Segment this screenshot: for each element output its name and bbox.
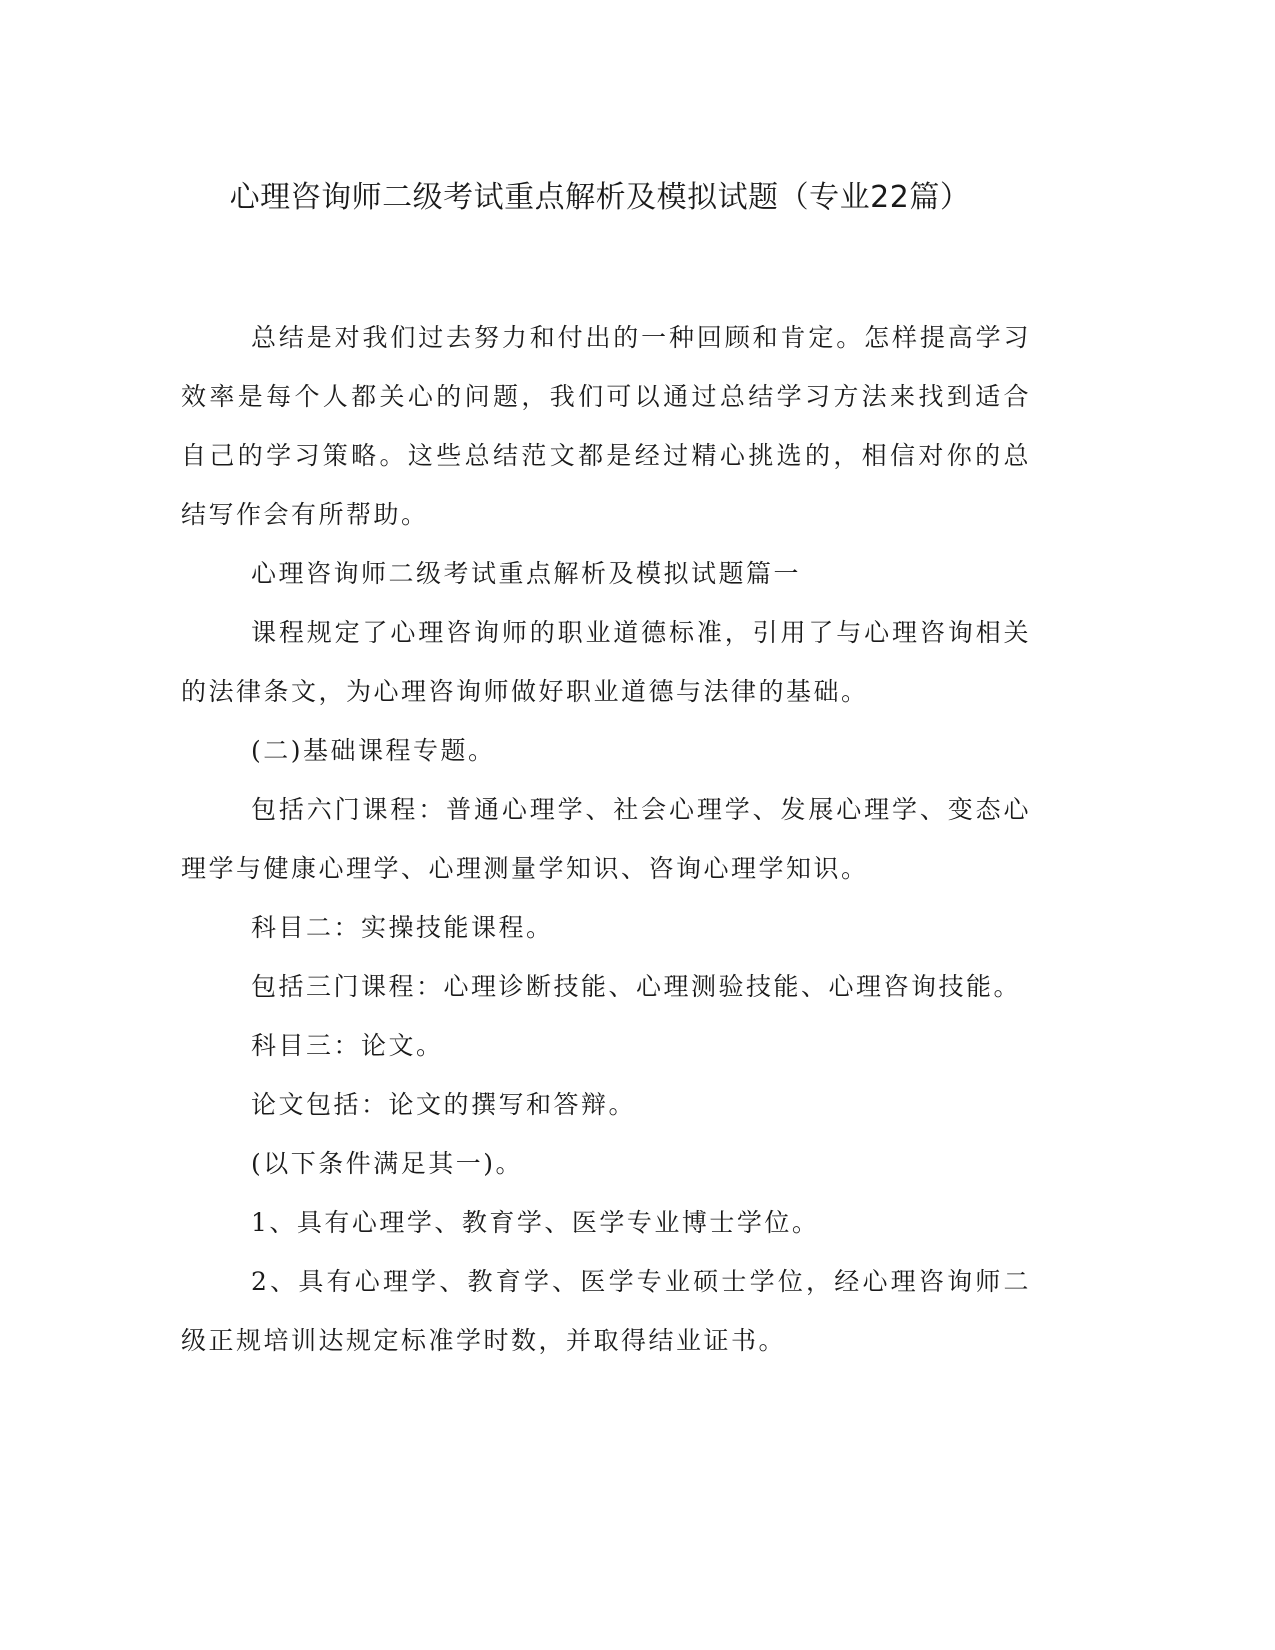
paragraph: 科目二：实操技能课程。	[251, 913, 554, 942]
list-item: 1、具有心理学、教育学、医学专业博士学位。	[251, 1208, 820, 1237]
document-body	[181, 308, 1031, 1370]
paragraph: 科目三：论文。	[251, 1031, 444, 1060]
document-title: 心理咨询师二级考试重点解析及模拟试题（专业22篇）	[229, 180, 971, 215]
paragraph: (以下条件满足其一)。	[251, 1149, 524, 1178]
intro-paragraph: 总结是对我们过去努力和付出的一种回顾和肯定。怎样提高学习效率是每个人都关心的问题，我们可以通过总结学习方法来找到适合自己的学习策略。这些总结范文都是经过精心挑选的，相信对你的总结写作会有所帮助。	[181, 323, 1031, 529]
paragraph: 包括三门课程：心理诊断技能、心理测验技能、心理咨询技能。	[251, 972, 1022, 1001]
paragraph: 课程规定了心理咨询师的职业道德标准，引用了与心理咨询相关的法律条文，为心理咨询师做好职业道德与法律的基础。	[181, 618, 1031, 706]
list-item: 2、具有心理学、教育学、医学专业硕士学位，经心理咨询师二级正规培训达规定标准学时数，并取得结业证书。	[181, 1267, 1031, 1355]
paragraph: (二)基础课程专题。	[251, 736, 496, 765]
paragraph: 包括六门课程：普通心理学、社会心理学、发展心理学、变态心理学与健康心理学、心理测量学知识、咨询心理学知识。	[181, 795, 1031, 883]
section-heading: 心理咨询师二级考试重点解析及模拟试题篇一	[251, 559, 802, 588]
paragraph: 论文包括：论文的撰写和答辩。	[251, 1090, 637, 1119]
